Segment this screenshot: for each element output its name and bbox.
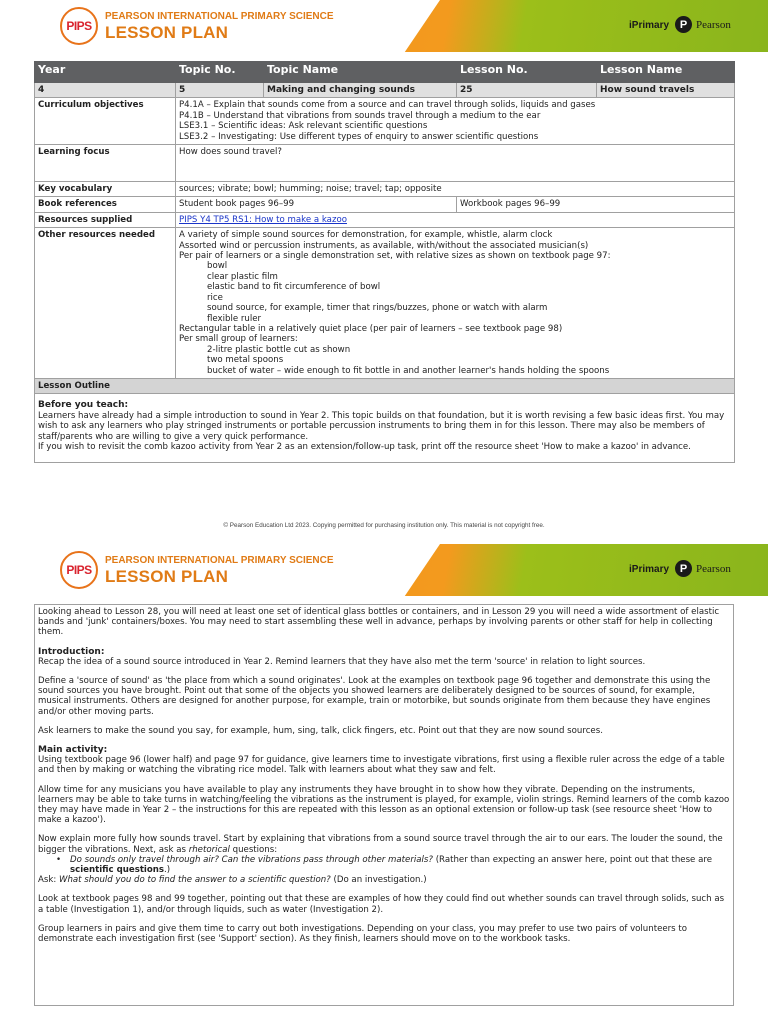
looking-ahead-text: Looking ahead to Lesson 28, you will need at least one set of identical glass bottles or containers, and in Lesson 29 you will need a wide assortment of elastic bands and 'junk' containers/boxes. You may need to start assembling these well in advance, perhaps by involving parents or other staff for help in collecting them. bbox=[38, 607, 720, 638]
resources-supplied-value bbox=[176, 212, 735, 227]
kazoo-resource-link[interactable]: PIPS Y4 TP5 RS1: How to make a kazoo bbox=[179, 214, 347, 225]
main-activity-text: Allow time for any musicians you have available to play any instruments they have brought in to show how they vibrate. Depending on the instruments, learners may be able to take turns in watching/feeling the vibrations as the instrument is played, for example, violin strings. Remind learners of the comb kazoo they may have made in Year 2 – the instructions for this are repeated with this lesson as an optional extension or follow-up task (see resource sheet 'How to make a kazoo'). bbox=[38, 784, 730, 826]
pips-logo: PIPS bbox=[60, 7, 98, 45]
key-vocabulary-row bbox=[35, 182, 735, 197]
banner-subtitle: PEARSON INTERNATIONAL PRIMARY SCIENCE bbox=[105, 555, 334, 566]
introduction-text: Ask learners to make the sound you say, for example, hum, sing, talk, click fingers, etc. Point out that they are now sound sources. bbox=[38, 725, 603, 736]
rhetorical-question-bullet: • Do sounds only travel through air? Can the vibrations pass through other materials? (Rather than expecting an answer here, point out that these are scientific questions.) bbox=[56, 854, 712, 876]
resource-subitem: sound source, for example, timer that rings/buzzes, phone or watch with alarm bbox=[207, 303, 548, 314]
before-you-teach-section bbox=[35, 394, 735, 463]
book-references-label: Book references bbox=[35, 197, 176, 212]
lesson-name-value: How sound travels bbox=[597, 83, 735, 98]
iprimary-logo: iPrimary bbox=[629, 20, 670, 31]
key-vocabulary-value: sources; vibrate; bowl; humming; noise; travel; tap; opposite bbox=[176, 182, 735, 197]
banner-title: LESSON PLAN bbox=[105, 567, 229, 586]
before-you-teach-text: Learners have already had a simple introduction to sound in Year 2. This topic builds on that foundation, but it is worth revising a few basic ideas first. You may wish to ask any learners who play stringed instruments or portable percussion instruments to bring them in for this lesson. There may also be members of staff/parents who are willing to give a very quick performance. bbox=[38, 410, 725, 442]
main-activity-text: Now explain more fully how sounds travel. Start by explaining that vibrations from a sound source travel through the air to our ears. The louder the sound, the bigger the vibrations. Next, ask as rhetorical questions: bbox=[38, 834, 723, 855]
topic-no-value: 5 bbox=[176, 83, 264, 98]
objective-item: P4.1B – Understand that vibrations from sounds travel through a medium to the ear bbox=[179, 110, 541, 121]
resource-subitem: flexible ruler bbox=[207, 313, 262, 324]
curriculum-label: Curriculum objectives bbox=[35, 98, 176, 145]
pearson-logo-text: Pearson bbox=[696, 19, 731, 31]
learning-focus-value: How does sound travel? bbox=[176, 145, 735, 182]
workbook-ref: Workbook pages 96–99 bbox=[457, 197, 735, 212]
objective-item: LSE3.2 – Investigating: Use different types of enquiry to answer scientific questions bbox=[179, 131, 539, 142]
main-activity-text: Group learners in pairs and give them time to carry out both investigations. Depending on your class, you may prefer to use two pairs of volunteers to demonstrate each investigation first (see 'Support' section). As they finish, learners should move on to the workbook tasks. bbox=[38, 923, 688, 945]
lesson-outline-row bbox=[35, 378, 735, 393]
book-references-row bbox=[35, 197, 735, 212]
resources-supplied-row bbox=[35, 212, 735, 227]
lesson-plan-banner bbox=[0, 544, 768, 596]
lesson-plan-banner bbox=[0, 0, 768, 52]
introduction-text: Define a 'source of sound' as 'the place from which a sound originates'. Look at the examples on textbook page 96 together and demonstrate this using the sound sources you have brought. Point out that some of the objects you showed learners are deliberately designed to be sources of sound, for example, musical instruments. Others are designed for another purpose, for example, train or motorbike, but sounds originate from them because they have engines and/or other moving parts. bbox=[38, 676, 711, 717]
introduction-heading: Introduction: bbox=[38, 646, 105, 657]
main-activity-text: Using textbook page 96 (lower half) and page 97 for guidance, give learners time to investigate vibrations, first using a flexible ruler across the edge of a table and then by making or watching the vibrating rice model. Talk with learners about what they saw and felt. bbox=[38, 755, 725, 776]
resources-supplied-label: Resources supplied bbox=[35, 212, 176, 227]
resource-subitem: rice bbox=[207, 292, 223, 303]
curriculum-row bbox=[35, 98, 735, 145]
resource-subitem: clear plastic film bbox=[207, 271, 278, 282]
lesson-name-header: Lesson Name bbox=[597, 62, 735, 83]
objective-item: LSE3.1 – Scientific ideas: Ask relevant scientific questions bbox=[179, 121, 428, 132]
topic-name-header: Topic Name bbox=[264, 62, 457, 83]
iprimary-logo: iPrimary bbox=[629, 564, 670, 575]
before-you-teach-heading: Before you teach: bbox=[38, 400, 129, 411]
copyright-notice: © Pearson Education Ltd 2023. Copying permitted for purchasing institution only. This material is not copyright free. bbox=[223, 522, 545, 529]
table-header-row bbox=[35, 62, 735, 83]
ask-question: Ask: What should you do to find the answer to a scientific question? (Do an investigation.) bbox=[38, 875, 427, 886]
resource-line: Assorted wind or percussion instruments, as available, with/without the associated musician(s) bbox=[179, 240, 589, 251]
resource-subitem: bucket of water – wide enough to fit bottle in and another learner's hands holding the spoons bbox=[207, 365, 610, 376]
other-resources-value bbox=[176, 228, 735, 379]
resource-subitem: 2-litre plastic bottle cut as shown bbox=[207, 344, 351, 355]
resource-line: A variety of simple sound sources for demonstration, for example, whistle, alarm clock bbox=[179, 230, 553, 241]
banner-title: LESSON PLAN bbox=[105, 23, 229, 42]
pips-logo: PIPS bbox=[60, 551, 98, 589]
resource-line: Per small group of learners: bbox=[179, 334, 298, 345]
resource-subitem: bowl bbox=[207, 261, 228, 272]
before-you-teach-row bbox=[35, 394, 735, 463]
main-activity-heading: Main activity: bbox=[38, 745, 108, 756]
resource-subitem: two metal spoons bbox=[207, 355, 284, 366]
main-activity-text: Look at textbook pages 98 and 99 together, pointing out that these are examples of how they could find out whether sounds can travel through solids, such as a table (Investigation 1), and/or through liquids, such as water (Investigation 2). bbox=[38, 894, 725, 915]
year-value: 4 bbox=[35, 83, 176, 98]
topic-no-header: Topic No. bbox=[176, 62, 264, 83]
resource-line: Per pair of learners or a single demonstration set, with relative sizes as shown on textbook page 97: bbox=[179, 251, 611, 262]
curriculum-objectives bbox=[176, 98, 735, 145]
lesson-outline-heading: Lesson Outline bbox=[35, 378, 735, 393]
before-you-teach-text: If you wish to revisit the comb kazoo activity from Year 2 as an extension/follow-up task, print off the resource sheet 'How to make a kazoo' in advance. bbox=[38, 441, 691, 452]
year-header: Year bbox=[35, 62, 176, 83]
other-resources-label: Other resources needed bbox=[35, 228, 176, 379]
pearson-logo-icon: P bbox=[675, 16, 692, 33]
learning-focus-label: Learning focus bbox=[35, 145, 176, 182]
pearson-logo-icon: P bbox=[675, 560, 692, 577]
pearson-logo-text: Pearson bbox=[696, 563, 731, 575]
learning-focus-row bbox=[35, 145, 735, 182]
lesson-outline-continued bbox=[34, 604, 734, 1006]
lesson-plan-table bbox=[34, 61, 735, 463]
other-resources-row bbox=[35, 228, 735, 379]
table-values-row bbox=[35, 83, 735, 98]
resource-subitem: elastic band to fit circumference of bowl bbox=[207, 282, 381, 293]
student-book-ref: Student book pages 96–99 bbox=[176, 197, 457, 212]
key-vocabulary-label: Key vocabulary bbox=[35, 182, 176, 197]
lesson-no-value: 25 bbox=[457, 83, 597, 98]
objective-item: P4.1A – Explain that sounds come from a source and can travel through solids, liquids and gases bbox=[179, 100, 596, 111]
lesson-no-header: Lesson No. bbox=[457, 62, 597, 83]
banner-subtitle: PEARSON INTERNATIONAL PRIMARY SCIENCE bbox=[105, 11, 334, 22]
resource-line: Rectangular table in a relatively quiet place (per pair of learners – see textbook page 98) bbox=[179, 323, 563, 334]
introduction-text: Recap the idea of a sound source introduced in Year 2. Remind learners that they have also met the term 'source' in relation to light sources. bbox=[38, 656, 646, 667]
topic-name-value: Making and changing sounds bbox=[264, 83, 457, 98]
